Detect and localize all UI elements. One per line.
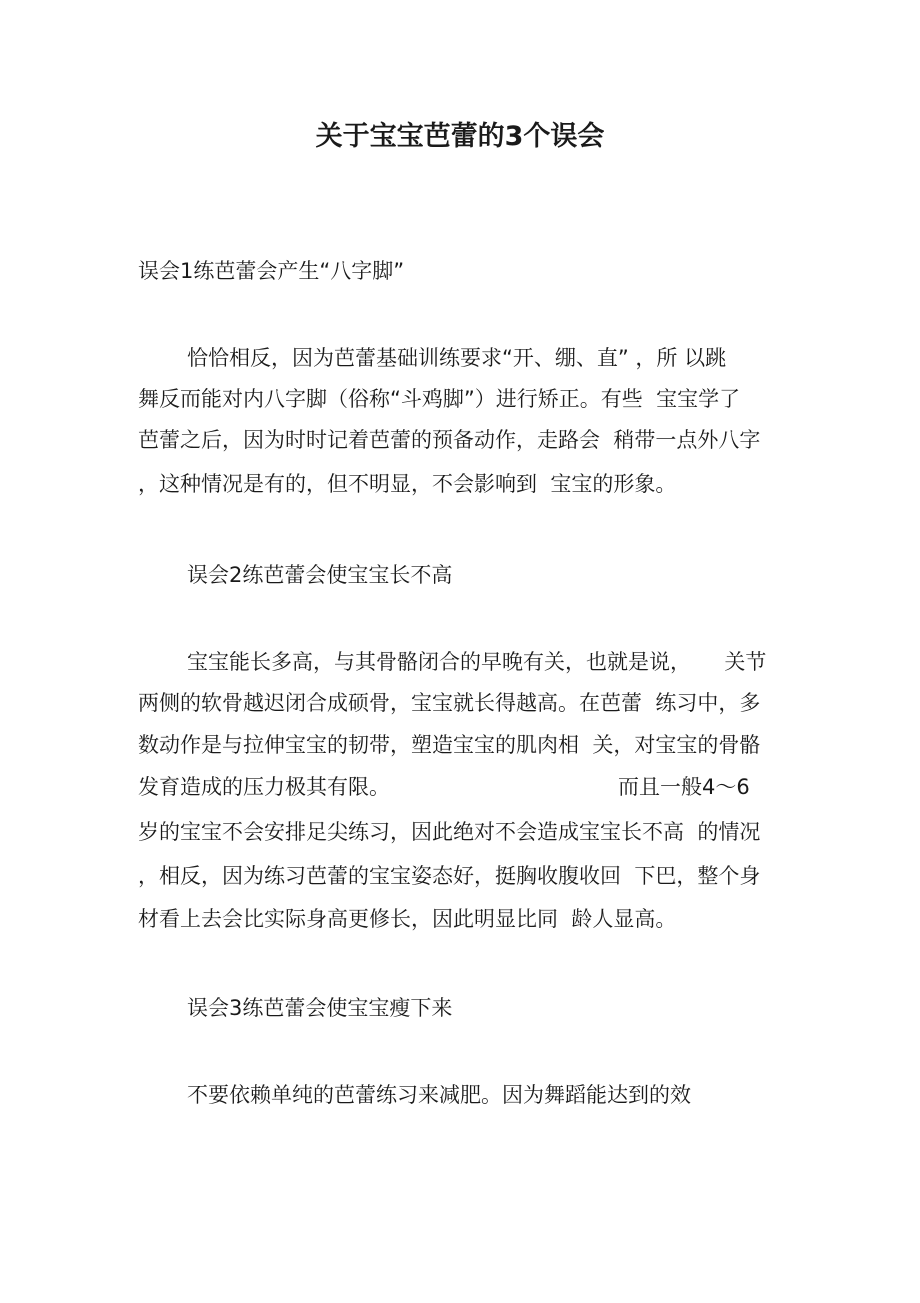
myth1-line-3: 芭蕾之后，因为时时记着芭蕾的预备动作，走路会 稍带一点外八字 <box>138 428 761 452</box>
myth2-line-1: 宝宝能长多高，与其骨骼闭合的早晚有关，也就是说， 关节 <box>187 650 767 674</box>
myth1-line-1: 恰恰相反，因为芭蕾基础训练要求“开、绷、直” ，所 以跳 <box>187 346 727 370</box>
myth2-line-4: 发育造成的压力极其有限。 <box>138 775 390 799</box>
myth3-line-1: 不要依赖单纯的芭蕾练习来减肥。因为舞蹈能达到的效 <box>187 1083 691 1107</box>
myth1-line-4: ，这种情况是有的，但不明显，不会影响到 宝宝的形象。 <box>138 472 677 496</box>
myth2-line-5: 岁的宝宝不会安排足尖练习，因此绝对不会造成宝宝长不高 的情况 <box>138 820 761 844</box>
myth2-line-7: 材看上去会比实际身高更修长，因此明显比同 龄人显高。 <box>138 907 677 931</box>
myth2-line-6: ，相反，因为练习芭蕾的宝宝姿态好，挺胸收腹收回 下巴，整个身 <box>138 864 761 888</box>
document-title: 关于宝宝芭蕾的3个误会 <box>315 121 605 152</box>
myth1-heading: 误会1练芭蕾会产生“八字脚” <box>138 259 405 283</box>
myth2-line-3: 数动作是与拉伸宝宝的韧带，塑造宝宝的肌肉相 关，对宝宝的骨骼 <box>138 733 761 757</box>
myth3-heading: 误会3练芭蕾会使宝宝瘦下来 <box>187 996 453 1020</box>
myth2-heading: 误会2练芭蕾会使宝宝长不高 <box>187 563 453 587</box>
myth1-line-2: 舞反而能对内八字脚（俗称“斗鸡脚”）进行矫正。有些 宝宝学了 <box>138 387 741 411</box>
myth2-line-4b: 而且一般4～6 <box>618 775 750 799</box>
myth2-line-2: 两侧的软骨越迟闭合成硕骨，宝宝就长得越高。在芭蕾 练习中，多 <box>138 691 761 715</box>
